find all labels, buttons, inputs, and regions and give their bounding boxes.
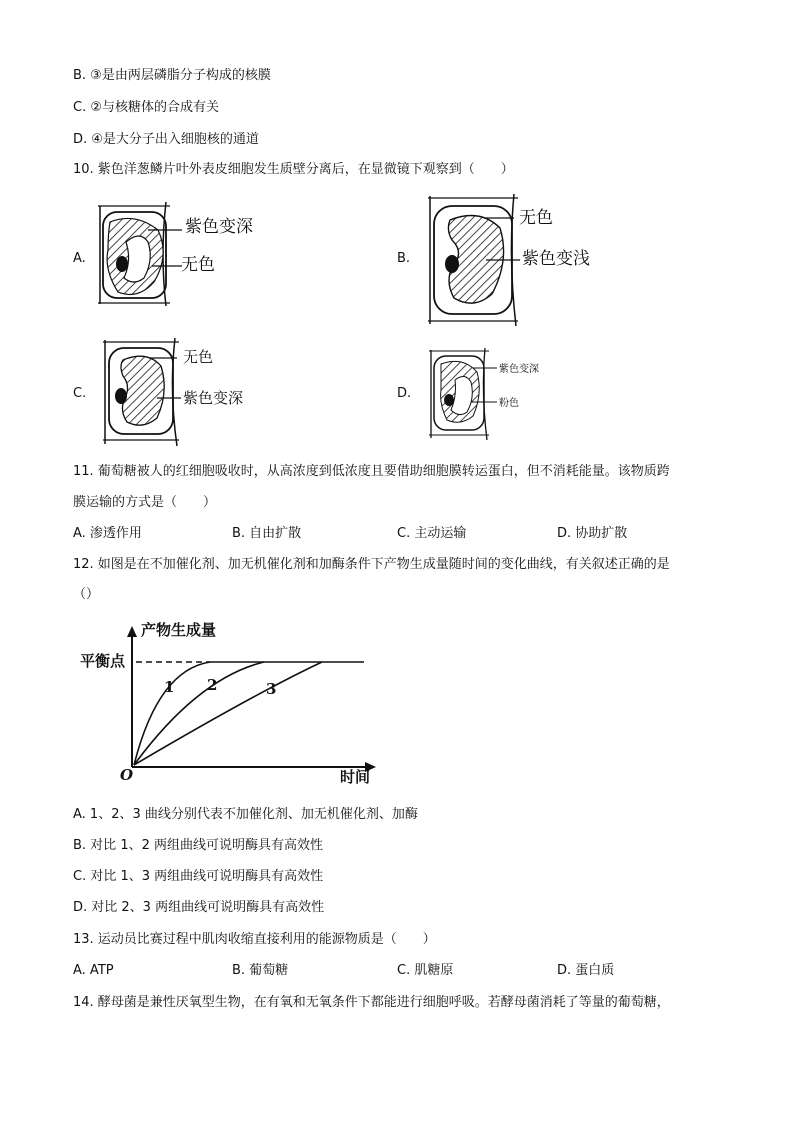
q12-option-c: C. 对比 1、3 两组曲线可说明酶具有高效性 xyxy=(73,869,324,884)
curve-3 xyxy=(134,662,322,765)
q11-option-a: A. 渗透作用 xyxy=(73,526,142,541)
q9-option-b: B. ③是由两层磷脂分子构成的核膜 xyxy=(73,68,271,83)
q12-origin-label: O xyxy=(120,766,134,784)
q12-equilibrium-label: 平衡点 xyxy=(80,652,126,670)
q10-c-label-bottom: 紫色变深 xyxy=(183,389,244,407)
q10-d-label-top: 紫色变深 xyxy=(499,364,539,375)
q12-stem-line2: （） xyxy=(73,587,100,602)
q9-option-d: D. ④是大分子出入细胞核的通道 xyxy=(73,132,259,147)
q10-stem: 10. 紫色洋葱鳞片叶外表皮细胞发生质壁分离后，在显微镜下观察到（ ） xyxy=(73,162,514,177)
q11-option-d: D. 协助扩散 xyxy=(557,526,628,541)
q13-option-a: A. ATP xyxy=(73,963,114,978)
q12-xlabel: 时间 xyxy=(340,768,371,786)
q11-stem-line1: 11. 葡萄糖被人的红细胞吸收时，从高浓度到低浓度且要借助细胞膜转运蛋白，但不消耗能量。该物质跨 xyxy=(73,464,670,479)
q12-graph xyxy=(78,622,398,792)
curve-2 xyxy=(134,662,264,765)
q12-curve-label-3: 3 xyxy=(266,680,277,698)
q13-option-d: D. 蛋白质 xyxy=(557,963,615,978)
q12-stem-line1: 12. 如图是在不加催化剂、加无机催化剂和加酶条件下产物生成量随时间的变化曲线，有关叙述正确的是 xyxy=(73,557,670,572)
q10-a-label-bottom: 无色 xyxy=(181,255,215,275)
q10-option-d-letter: D. xyxy=(397,386,412,401)
q10-b-label-top: 无色 xyxy=(519,208,553,228)
q10-option-c-letter: C. xyxy=(73,386,87,401)
q11-option-b: B. 自由扩散 xyxy=(232,526,302,541)
q12-curve-label-2: 2 xyxy=(207,676,218,694)
q10-b-label-bottom: 紫色变浅 xyxy=(522,249,590,269)
q12-option-a: A. 1、2、3 曲线分别代表不加催化剂、加无机催化剂、加酶 xyxy=(73,807,418,822)
q11-stem-line2: 膜运输的方式是（ ） xyxy=(73,495,217,510)
q11-option-c: C. 主动运输 xyxy=(397,526,467,541)
y-axis-arrow xyxy=(127,626,137,637)
q14-stem: 14. 酵母菌是兼性厌氧型生物，在有氧和无氧条件下都能进行细胞呼吸。若酵母菌消耗了等量的葡萄糖， xyxy=(73,995,670,1010)
q12-option-d: D. 对比 2、3 两组曲线可说明酶具有高效性 xyxy=(73,900,325,915)
q10-c-label-top: 无色 xyxy=(183,348,214,366)
q9-option-c: C. ②与核糖体的合成有关 xyxy=(73,100,219,115)
q10-option-a-letter: A. xyxy=(73,251,86,266)
q10-d-label-bottom: 粉色 xyxy=(499,398,519,409)
q13-option-c: C. 肌糖原 xyxy=(397,963,454,978)
q12-curve-label-1: 1 xyxy=(164,678,175,696)
q10-a-label-top: 紫色变深 xyxy=(185,217,253,237)
q10-option-b-letter: B. xyxy=(397,251,411,266)
q13-stem: 13. 运动员比赛过程中肌肉收缩直接利用的能源物质是（ ） xyxy=(73,932,436,947)
q13-option-b: B. 葡萄糖 xyxy=(232,963,289,978)
q12-option-b: B. 对比 1、2 两组曲线可说明酶具有高效性 xyxy=(73,838,323,853)
q12-ylabel: 产物生成量 xyxy=(141,621,217,639)
